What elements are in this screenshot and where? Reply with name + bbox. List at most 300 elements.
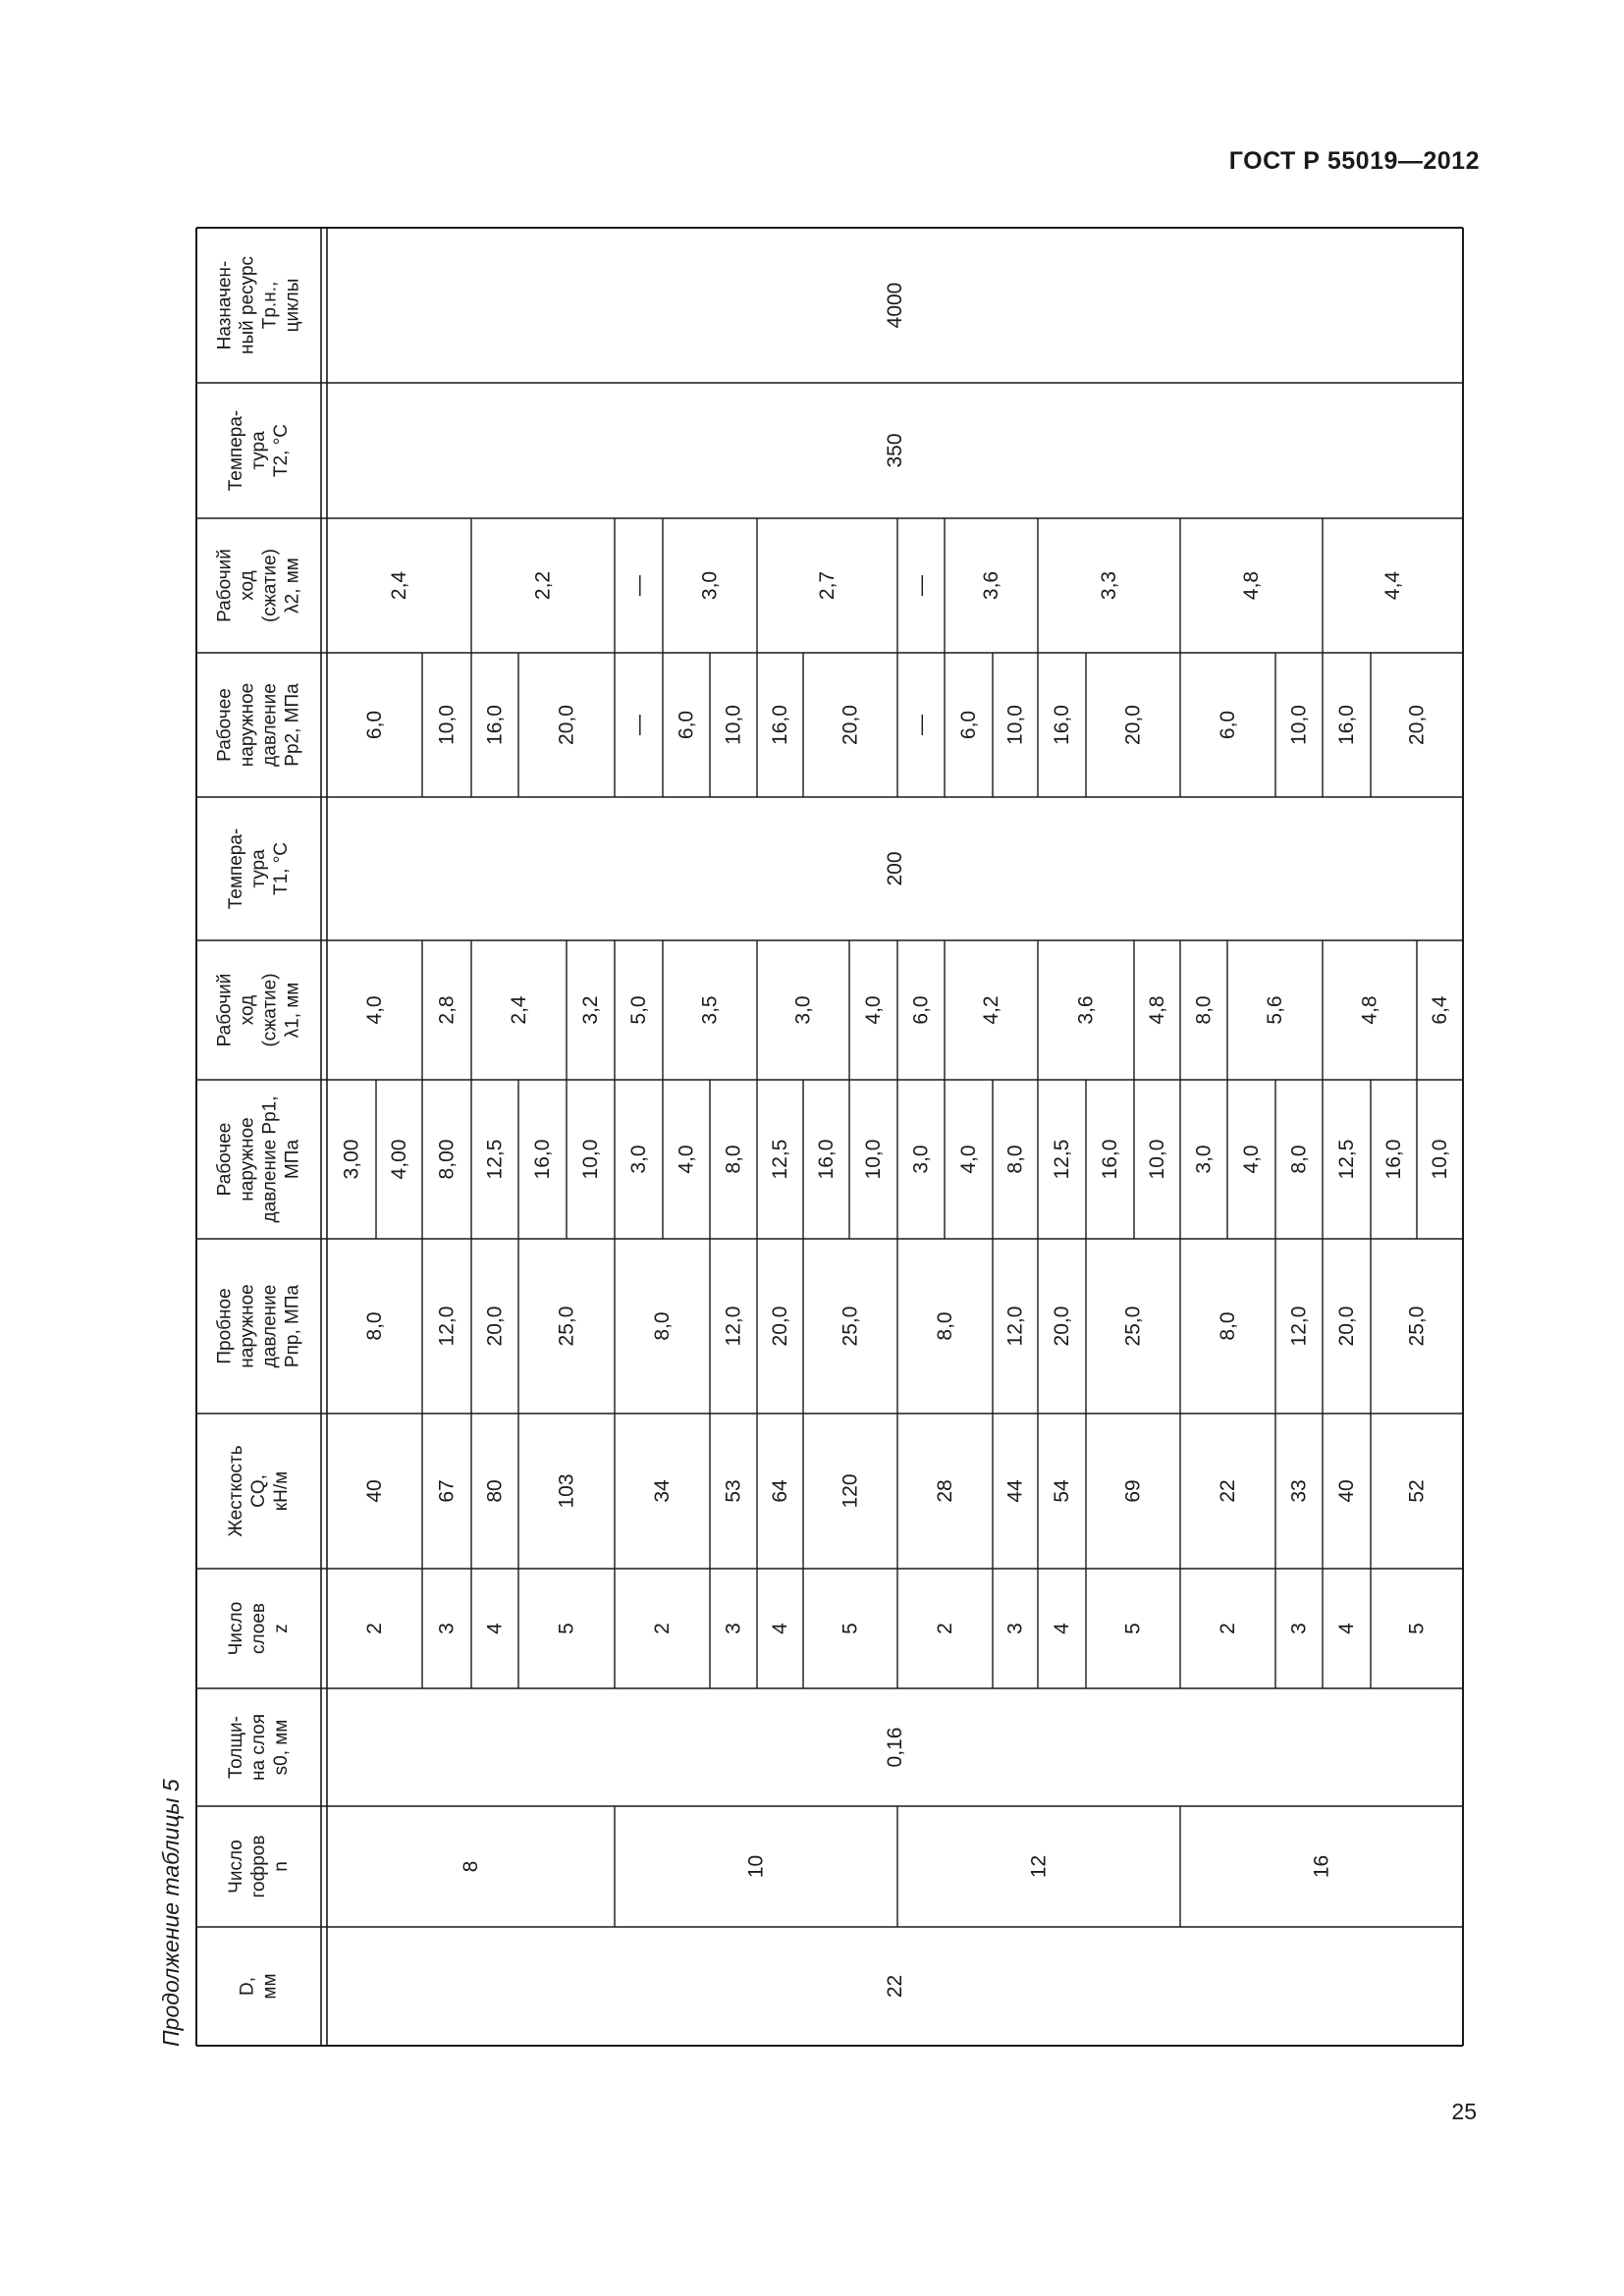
column-header-pp2-text: Pp2, МПа	[282, 683, 303, 767]
column-header-s0-text: Толщи-	[226, 1716, 246, 1779]
cell-pp2-text: 16,0	[1051, 705, 1073, 745]
cell-cq	[1122, 1479, 1145, 1502]
cell-pp2	[484, 705, 507, 745]
cell-l2-text: 3,0	[698, 570, 722, 601]
cell-l1-text: 4,0	[862, 995, 885, 1025]
cell-l1	[1429, 995, 1451, 1025]
column-header-cq	[226, 1445, 292, 1536]
cell-z-text: 2	[1217, 1623, 1239, 1634]
cell-z	[839, 1623, 862, 1634]
cell-pp1-text: 3,00	[340, 1139, 363, 1180]
cell-pp1-text: 3,0	[909, 1145, 933, 1174]
cell-cq-text: 103	[555, 1473, 578, 1509]
cell-pp2-text: 16,0	[1335, 705, 1358, 745]
column-header-D-text: мм	[259, 1973, 281, 2000]
cell-l1	[792, 995, 815, 1024]
cell-pp2	[436, 705, 459, 745]
column-header-cq-text: кН/м	[271, 1470, 292, 1512]
cell-ppr	[1288, 1307, 1311, 1347]
cell-l2	[532, 571, 555, 600]
cell-pp1-text: 10,0	[1146, 1139, 1168, 1180]
column-header-pp1-text: наружное	[237, 1117, 258, 1201]
cell-z	[363, 1623, 386, 1634]
column-header-D-text: D,	[237, 1977, 258, 1996]
cell-z-text: 2	[934, 1623, 956, 1634]
cell-l1-text: 8,0	[1192, 995, 1216, 1025]
cell-ppr	[1217, 1311, 1239, 1340]
column-header-z-text: z	[271, 1624, 292, 1633]
column-header-cq-text: Жесткость	[226, 1445, 246, 1537]
cell-pp2	[1004, 705, 1027, 745]
cell-cq	[651, 1479, 674, 1503]
column-header-s0-text: s0, мм	[271, 1719, 292, 1776]
cell-ppr-text: 12,0	[722, 1306, 745, 1347]
cell-l2-text: 4,4	[1381, 570, 1404, 601]
cell-pp2-text: —	[627, 715, 650, 735]
cell-cq-text: 52	[1405, 1479, 1429, 1503]
cell-z-text: 4	[483, 1623, 507, 1634]
cell-l2-text: 2,2	[531, 570, 555, 601]
cell-pp1	[1193, 1145, 1216, 1173]
cell-cq	[1288, 1479, 1311, 1502]
cell-l1	[862, 995, 885, 1024]
cell-l1-text: 6,4	[1429, 995, 1451, 1025]
cell-l2-text: 2,4	[388, 570, 410, 601]
cell-l1-text: 5,0	[627, 995, 650, 1025]
cell-n	[460, 1861, 482, 1873]
cell-l2	[910, 575, 933, 596]
cell-ppr-text: 12,0	[1003, 1306, 1027, 1347]
cell-pp1-text: 4,0	[1240, 1145, 1263, 1174]
cell-l1	[1359, 995, 1381, 1024]
cell-cq-text: 40	[1335, 1479, 1358, 1503]
cell-n	[1028, 1855, 1051, 1878]
cell-ppr-text: 25,0	[1405, 1306, 1429, 1347]
column-header-ppr	[215, 1284, 303, 1367]
cell-ppr-text: 12,0	[435, 1306, 459, 1347]
cell-ppr	[363, 1311, 386, 1340]
cell-pp2	[1335, 705, 1358, 745]
column-header-pp1-text: МПа	[282, 1139, 303, 1180]
cell-l2	[1240, 571, 1263, 600]
cell-cq	[363, 1479, 386, 1502]
cell-z	[769, 1623, 791, 1634]
cell-pp2	[627, 715, 650, 735]
cell-cq-text: 53	[722, 1479, 745, 1503]
cell-pp2	[1122, 705, 1145, 745]
cell-z-text: 5	[555, 1623, 578, 1634]
cell-z	[1335, 1623, 1358, 1634]
cell-n-text: 16	[1310, 1854, 1333, 1879]
cell-ppr-text: 20,0	[483, 1306, 507, 1347]
cell-pp1-text: 8,00	[435, 1139, 459, 1180]
cell-cq-text: 22	[1217, 1479, 1239, 1503]
cell-l1	[436, 995, 459, 1024]
cell-pp2-text: 16,0	[769, 705, 791, 745]
cell-l1	[363, 995, 386, 1024]
cell-pp1	[1051, 1140, 1073, 1180]
cell-pp1-text: 10,0	[1429, 1139, 1451, 1180]
cell-s0	[884, 1728, 906, 1768]
cell-l1-text: 3,5	[698, 995, 722, 1025]
cell-pp1-text: 16,0	[815, 1139, 838, 1180]
cell-pp1	[910, 1145, 933, 1173]
cell-cq	[556, 1473, 578, 1508]
cell-pp1-text: 8,0	[1003, 1145, 1027, 1174]
cell-ppr-text: 12,0	[1287, 1306, 1311, 1347]
cell-z-text: 2	[363, 1623, 386, 1634]
cell-ppr	[934, 1311, 956, 1340]
column-header-ppr-text: наружное	[237, 1284, 258, 1368]
cell-tr	[884, 283, 906, 329]
cell-pp2-text: 20,0	[839, 705, 862, 745]
cell-t2	[884, 433, 906, 467]
cell-l2-text: 3,3	[1098, 570, 1120, 601]
column-header-tr	[215, 256, 303, 354]
column-header-pp2-text: давление	[259, 683, 281, 767]
column-header-D	[238, 1973, 281, 1999]
cell-ppr	[839, 1307, 862, 1347]
cell-z-text: 5	[839, 1623, 862, 1634]
cell-ppr	[723, 1307, 745, 1347]
cell-ppr	[556, 1307, 578, 1347]
cell-ppr	[484, 1307, 507, 1347]
cell-ppr-text: 20,0	[1335, 1306, 1358, 1347]
cell-l2	[1098, 571, 1120, 600]
cell-l1-text: 4,8	[1146, 995, 1168, 1025]
cell-pp2-text: 6,0	[1217, 710, 1239, 740]
cell-l2-text: —	[909, 575, 933, 596]
column-header-ppr-text: давление	[259, 1284, 281, 1368]
column-header-t2-text: тура	[248, 431, 269, 470]
cell-cq-text: 80	[483, 1479, 507, 1503]
cell-pp2-text: —	[909, 715, 933, 735]
cell-z-text: 4	[1051, 1623, 1073, 1634]
cell-pp1	[1099, 1140, 1121, 1180]
column-header-t1	[226, 828, 292, 910]
cell-z-text: 2	[651, 1623, 674, 1634]
cell-pp2	[839, 705, 862, 745]
column-header-l2-text: λ2, мм	[282, 558, 303, 614]
cell-cq	[1335, 1479, 1358, 1502]
cell-l1	[980, 995, 1002, 1024]
cell-l1	[1264, 995, 1286, 1024]
cell-l2	[388, 571, 410, 601]
cell-cq-text: 120	[839, 1473, 862, 1509]
cell-pp1	[815, 1140, 838, 1180]
cell-l1-text: 3,0	[791, 995, 815, 1025]
cell-ppr	[1335, 1307, 1358, 1347]
cell-pp2-text: 10,0	[1287, 705, 1311, 745]
cell-ppr-text: 8,0	[934, 1311, 956, 1341]
column-header-pp2	[215, 683, 303, 767]
column-header-tr-text: Tр.н.,	[259, 281, 281, 330]
cell-l1-text: 6,0	[909, 995, 933, 1025]
column-header-pp2-text: наружное	[237, 682, 258, 768]
cell-pp1	[341, 1140, 363, 1180]
cell-pp1-text: 3,0	[1192, 1145, 1216, 1174]
column-header-l2-text: (сжатие)	[259, 548, 281, 623]
cell-l1-text: 4,2	[980, 995, 1002, 1025]
cell-z	[1122, 1623, 1145, 1634]
cell-z	[484, 1623, 507, 1634]
cell-l1-text: 2,8	[435, 995, 459, 1025]
column-header-z	[226, 1602, 292, 1656]
column-header-l2-text: Рабочий	[214, 549, 236, 622]
cell-pp1	[957, 1145, 980, 1173]
cell-pp1	[484, 1140, 507, 1180]
cell-l1	[1146, 995, 1168, 1024]
cell-pp1-text: 16,0	[1099, 1139, 1121, 1180]
cell-pp1-text: 3,0	[627, 1145, 650, 1174]
cell-pp1-text: 16,0	[1382, 1139, 1405, 1180]
cell-t1	[884, 851, 906, 885]
cell-pp2	[910, 715, 933, 735]
cell-cq-text: 64	[769, 1479, 791, 1503]
cell-pp2	[723, 705, 745, 745]
column-header-pp1-text: Рабочее	[214, 1122, 236, 1197]
column-header-t2-text: Темпера-	[226, 409, 246, 492]
cell-z	[1406, 1623, 1429, 1634]
column-header-n-text: Число	[226, 1840, 246, 1894]
column-header-cq-text: CQ,	[248, 1474, 269, 1508]
cell-pp2-text: 20,0	[1121, 705, 1145, 745]
cell-cq	[723, 1479, 745, 1502]
cell-n-text: 12	[1027, 1854, 1051, 1879]
cell-z	[1217, 1623, 1239, 1634]
cell-pp2-text: 6,0	[363, 710, 386, 740]
cell-pp1-text: 10,0	[579, 1139, 602, 1180]
cell-ppr	[1051, 1307, 1073, 1347]
cell-t1-text: 200	[884, 851, 906, 886]
cell-cq	[1406, 1479, 1429, 1502]
cell-l2	[627, 575, 650, 596]
cell-ppr	[1122, 1307, 1145, 1347]
cell-pp1	[676, 1145, 698, 1173]
page-number: 25	[1451, 2099, 1477, 2124]
cell-l1	[508, 995, 530, 1025]
column-header-l2-text: ход	[237, 570, 258, 601]
cell-pp1	[579, 1140, 602, 1180]
cell-pp1	[1335, 1140, 1358, 1180]
cell-pp2-text: 10,0	[435, 705, 459, 745]
cell-l1	[627, 995, 650, 1024]
cell-l2	[980, 571, 1002, 600]
cell-l1-text: 3,6	[1074, 995, 1098, 1025]
cell-n	[745, 1855, 768, 1878]
cell-l1-text: 4,0	[363, 995, 386, 1025]
cell-z	[1288, 1623, 1311, 1634]
cell-pp1-text: 8,0	[722, 1145, 745, 1174]
cell-z-text: 4	[1335, 1623, 1358, 1634]
column-header-tr-text: ный ресурс	[237, 255, 258, 355]
cell-l2	[816, 571, 839, 600]
cell-l1	[699, 995, 722, 1024]
cell-l2-text: —	[627, 575, 650, 596]
cell-t2-text: 350	[884, 433, 906, 468]
cell-z-text: 5	[1121, 1623, 1145, 1634]
cell-cq	[839, 1473, 862, 1508]
cell-pp1-text: 12,5	[1335, 1139, 1358, 1180]
cell-pp1	[769, 1140, 791, 1180]
cell-ppr-text: 25,0	[1121, 1306, 1145, 1347]
cell-ppr	[436, 1307, 459, 1347]
column-header-t1-text: Темпера-	[226, 828, 246, 910]
cell-pp1	[723, 1145, 745, 1173]
column-header-t2-text: T2, °С	[271, 423, 292, 478]
column-header-tr-text: циклы	[282, 278, 303, 333]
cell-pp1-text: 12,5	[769, 1139, 791, 1180]
cell-s0-text: 0,16	[884, 1727, 906, 1768]
cell-ppr-text: 8,0	[363, 1311, 386, 1341]
cell-z-text: 4	[769, 1623, 791, 1634]
cell-cq	[769, 1479, 791, 1503]
column-header-ppr-text: Пробное	[214, 1288, 236, 1364]
cell-cq-text: 28	[934, 1479, 956, 1503]
cell-pp1-text: 8,0	[1287, 1145, 1311, 1174]
column-header-t1-text: тура	[248, 849, 269, 888]
cell-z	[556, 1623, 578, 1634]
cell-l2-text: 4,8	[1240, 570, 1263, 601]
cell-pp1	[388, 1140, 410, 1180]
cell-cq-text: 67	[435, 1479, 459, 1503]
cell-ppr-text: 20,0	[1051, 1306, 1073, 1347]
cell-l2-text: 3,6	[980, 570, 1002, 601]
document-code: ГОСТ Р 55019—2012	[1228, 147, 1480, 175]
cell-D-text: 22	[884, 1974, 906, 1999]
cell-l1-text: 4,8	[1358, 995, 1381, 1025]
cell-pp2	[363, 711, 386, 739]
cell-cq-text: 54	[1051, 1479, 1073, 1503]
cell-pp1	[1004, 1145, 1027, 1173]
cell-pp2	[676, 711, 698, 739]
cell-n-text: 10	[744, 1854, 768, 1879]
cell-l1-text: 5,6	[1264, 995, 1286, 1025]
cell-cq	[436, 1479, 459, 1502]
column-header-l2	[215, 549, 303, 622]
cell-pp2-text: 20,0	[1405, 705, 1429, 745]
cell-z-text: 5	[1405, 1623, 1429, 1634]
cell-l1	[910, 995, 933, 1024]
column-header-t2	[226, 410, 292, 492]
cell-pp1	[627, 1145, 650, 1173]
cell-pp1-text: 4,0	[675, 1145, 698, 1174]
column-header-l1-text: ход	[237, 994, 258, 1026]
cell-pp1-text: 12,5	[483, 1139, 507, 1180]
cell-ppr	[651, 1311, 674, 1340]
column-header-n-text: гофров	[248, 1835, 269, 1898]
cell-ppr-text: 20,0	[769, 1306, 791, 1347]
cell-n	[1311, 1855, 1333, 1878]
cell-pp2-text: 10,0	[722, 705, 745, 745]
column-header-s0-text: на слоя	[248, 1714, 269, 1781]
cell-cq	[1051, 1479, 1073, 1503]
cell-pp1	[1288, 1145, 1311, 1173]
cell-pp2	[1288, 705, 1311, 745]
column-header-z-text: слоев	[248, 1602, 269, 1655]
cell-l2-text: 2,7	[816, 570, 839, 601]
cell-pp2-text: 10,0	[1003, 705, 1027, 745]
cell-pp2	[957, 711, 980, 739]
cell-pp1	[1240, 1145, 1263, 1173]
cell-z	[651, 1623, 674, 1634]
cell-ppr-text: 25,0	[555, 1306, 578, 1347]
cell-ppr-text: 8,0	[1217, 1311, 1239, 1341]
cell-z	[723, 1623, 745, 1634]
column-header-n	[226, 1836, 292, 1898]
cell-pp2	[769, 705, 791, 745]
cell-cq-text: 40	[363, 1479, 386, 1503]
cell-ppr	[1004, 1307, 1027, 1347]
cell-pp1	[862, 1140, 885, 1180]
cell-z-text: 3	[1003, 1623, 1027, 1634]
table-caption: Продолжение таблицы 5	[158, 1779, 184, 2047]
column-header-t1-text: T1, °С	[271, 841, 292, 896]
cell-cq-text: 44	[1003, 1479, 1027, 1503]
cell-ppr-text: 8,0	[651, 1311, 674, 1341]
cell-l1	[1193, 995, 1216, 1024]
cell-cq	[1004, 1479, 1027, 1503]
cell-z-text: 3	[1287, 1623, 1311, 1634]
column-header-l1-text: (сжатие)	[259, 973, 281, 1047]
cell-pp2	[1051, 705, 1073, 745]
column-header-pp2-text: Рабочее	[214, 688, 236, 762]
column-header-n-text: n	[271, 1861, 292, 1872]
cell-pp1	[1146, 1140, 1168, 1180]
cell-cq-text: 34	[651, 1479, 674, 1503]
column-header-tr-text: Назначен-	[214, 260, 236, 350]
cell-cq	[934, 1479, 956, 1502]
cell-pp1-text: 16,0	[531, 1139, 554, 1180]
cell-l1	[1075, 995, 1098, 1024]
cell-ppr	[769, 1307, 791, 1347]
cell-cq-text: 33	[1287, 1479, 1311, 1503]
cell-pp2-text: 6,0	[675, 710, 698, 740]
cell-pp2-text: 20,0	[555, 705, 578, 745]
column-header-s0	[226, 1714, 292, 1781]
column-header-l1	[215, 973, 303, 1046]
cell-pp2-text: 16,0	[483, 705, 507, 745]
cell-pp2-text: 6,0	[957, 710, 980, 740]
cell-cq	[484, 1479, 507, 1502]
cell-l1-text: 3,2	[579, 995, 602, 1025]
column-header-l1-text: Рабочий	[214, 973, 236, 1047]
cell-ppr	[1406, 1307, 1429, 1347]
cell-pp1-text: 12,5	[1051, 1139, 1073, 1180]
cell-z-text: 3	[722, 1623, 745, 1634]
column-header-z-text: Число	[226, 1601, 246, 1656]
cell-l1-text: 2,4	[508, 995, 530, 1025]
cell-z	[934, 1623, 956, 1634]
cell-tr-text: 4000	[884, 282, 906, 329]
cell-cq	[1217, 1479, 1239, 1502]
cell-D	[884, 1975, 906, 1998]
column-header-l1-text: λ1, мм	[282, 982, 303, 1039]
cell-pp1-text: 4,00	[388, 1139, 410, 1180]
cell-pp1	[1429, 1140, 1451, 1180]
cell-l2	[1381, 571, 1404, 601]
cell-z	[1051, 1623, 1073, 1634]
cell-z-text: 3	[435, 1623, 459, 1634]
cell-ppr-text: 25,0	[839, 1306, 862, 1347]
cell-cq-text: 69	[1121, 1479, 1145, 1503]
column-header-pp1-text: давление Pp1,	[259, 1095, 281, 1223]
cell-pp1-text: 4,0	[957, 1145, 980, 1174]
cell-l1	[579, 995, 602, 1024]
column-header-pp1	[215, 1095, 303, 1222]
cell-pp2	[1217, 711, 1239, 739]
cell-l2	[699, 571, 722, 600]
